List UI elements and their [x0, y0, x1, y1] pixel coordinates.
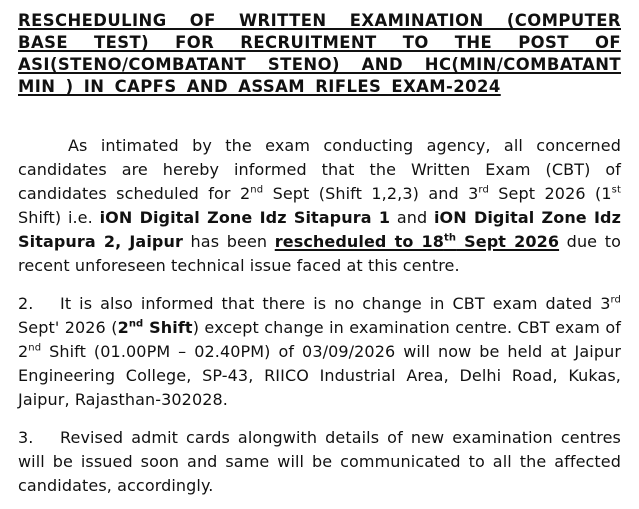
shift-label-sup: nd	[128, 318, 144, 330]
p1-text-1: As intimated by the exam conducting agency, all concerned candidates are hereby informed that the Written Exam (CBT) of candidates scheduled for 2	[18, 136, 621, 203]
p1-text-5: and	[390, 208, 434, 227]
paragraph-3	[18, 426, 621, 498]
p1-text-6: has been	[182, 232, 275, 251]
paragraph-2-number: 2.	[18, 294, 34, 313]
p2-text-4: Shift (01.00PM – 02.40PM) of 03/09/2026 will now be held at Jaipur Engineering College, SP-43, RIICO Industrial Area, Delhi Road, Kukas, Jaipur, Rajasthan-302028.	[18, 342, 621, 409]
p1-sup-3: st	[611, 184, 622, 196]
p2-text-3: ) except change in examination centre. CBT exam of 2	[18, 318, 621, 361]
p1-sup-2: rd	[478, 184, 489, 196]
p1-text-4: Shift) i.e.	[18, 208, 100, 227]
p1-text-7: due to recent unforeseen technical issue faced at this centre.	[18, 232, 621, 275]
paragraph-2	[18, 292, 621, 412]
p3-text-1: Revised admit cards alongwith details of new examination centres will be issued soon and same will be communicated to all the affected candidates, accordingly.	[18, 428, 621, 495]
reschedule-date-sup: th	[443, 232, 457, 244]
p1-text-3: Sept 2026 (1	[488, 184, 612, 203]
shift-label-text: Shift	[143, 318, 193, 337]
paragraph-1	[18, 134, 621, 278]
paragraph-3-number: 3.	[18, 428, 34, 447]
p1-sup-1: nd	[250, 184, 264, 196]
p2-text-2: Sept' 2026 (	[18, 318, 118, 337]
reschedule-date-part-2: Sept 2026	[456, 232, 560, 251]
p2-text-1: It is also informed that there is no change in CBT exam dated 3	[60, 294, 611, 313]
p2-sup-2: nd	[28, 342, 42, 354]
p2-sup-1: rd	[610, 294, 621, 306]
centre-name-1: iON Digital Zone Idz Sitapura 1	[99, 208, 391, 227]
shift-label-number: 2	[117, 318, 129, 337]
reschedule-date	[275, 232, 559, 251]
p1-text-2: Sept (Shift 1,2,3) and 3	[263, 184, 479, 203]
shift-label	[118, 318, 193, 337]
reschedule-date-part-1: rescheduled to 18	[274, 232, 444, 251]
notice-title: RESCHEDULING OF WRITTEN EXAMINATION (COMPUTER BASE TEST) FOR RECRUITMENT TO THE POST OF ASI(STENO/COMBATANT STENO) AND HC(MIN/COMBATANT MIN ) IN CAPFS AND ASSAM RIFLES EXAM-2024	[18, 11, 621, 96]
centre-name-2: iON Digital Zone Idz Sitapura 2, Jaipur	[18, 208, 622, 251]
